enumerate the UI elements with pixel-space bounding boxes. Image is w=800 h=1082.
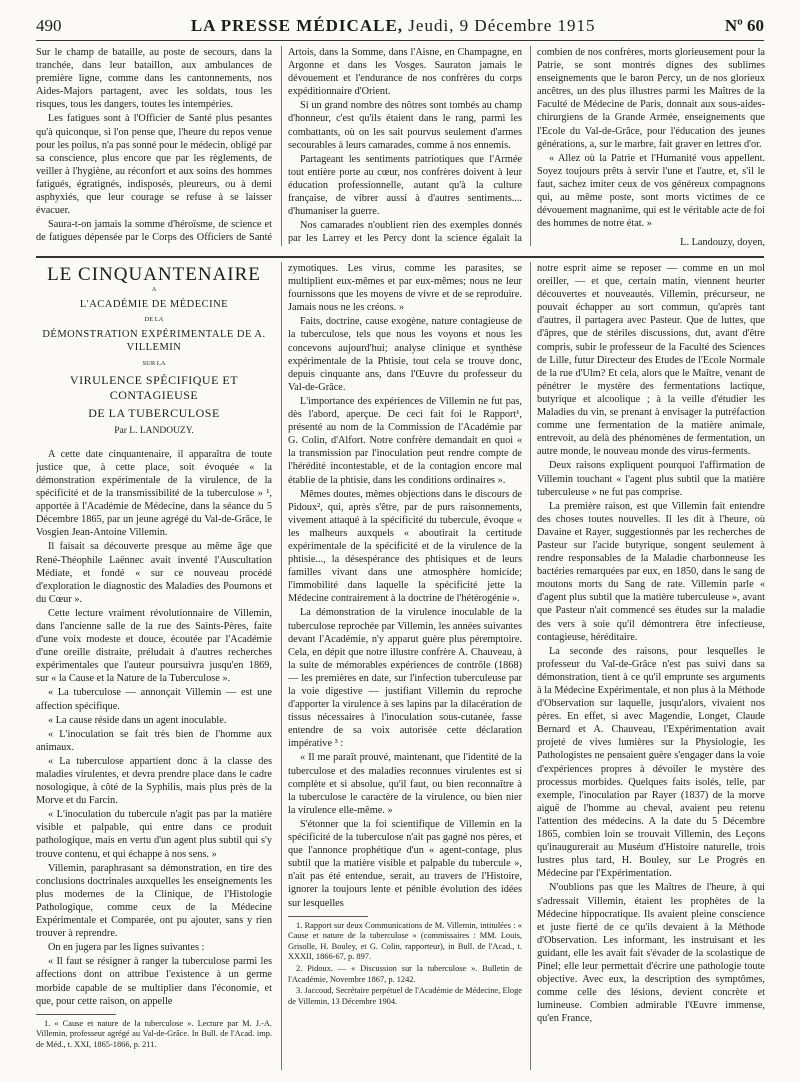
paragraph: Les fatigues sont à l'Officier de Santé plus pesantes qu'à quiconque, si l'on pense que, l'heure du repos venue pour les poilus, n'a pas sonné pour le médecin, obligé par sa conscience, plus encore que par les règlements, de veiller à l'hygiène, au réconfort et aux soins des hommes fatigués, égratignés, indisposés, pleureurs, ou à demi asphyxiés, que leur courage se refuse à se laisser évacuer. [36, 113, 272, 217]
paragraph: « La cause réside dans un agent inoculable. [48, 714, 227, 726]
paragraph: « L'inoculation du tubercule n'agit pas par la matière visible et palpable, qui entre dans ce produit pathologique, mais en vertu d'un agent plus subtil qui s'y trouve contenu, et qui échappe à nos sens. » [36, 809, 272, 860]
footnotes [288, 921, 522, 1008]
paragraph: S'étonner que la foi scientifique de Villemin en la spécificité de la tuberculose n'ait pas gagné nos pères, et que l'annonce prophétique d'un « agent-contage, plus subtil que la matière visible et palpable du tubercule », n'ait pas été entendue, serait, au travers de l'Histoire, ignorer la toujours lente et pénible évolution des idées sur lesquelles [288, 818, 522, 909]
section-rule [36, 256, 764, 258]
article-byline: Par L. LANDOUZY. [114, 425, 194, 436]
paragraph: « La tuberculose — annonçait Villemin — est une affection spécifique. [36, 687, 272, 712]
footnote: 2. Pidoux. — « Discussion sur la tuberculose ». Bulletin de l'Académie, Novembre 1867, p. 1242. [288, 963, 522, 984]
top-column-3 [537, 46, 765, 251]
issue-date: Jeudi, 9 Décembre 1915 [408, 16, 596, 35]
paragraph: N'oublions pas que les Maîtres de l'heure, à qui s'adressait Villemin, étaient les prophètes de la Médecine hippocratique. Ils avaient pleine conscience et juste fierté de ce qu'ils devaient à la Méthode d'Observation. Les informant, les instruisant et les guidant, elle les avait fait s'évader de la scolastique de Pinel; elle leur permettait d'écrire une pathologie toute objective. Avec eux, la description des symptômes, comme celle des lésions, devient concrète et lumineuse. Combien admirable l'Œuvre immense, qu'en France, [537, 882, 765, 1025]
paragraph: Partageant les sentiments patriotiques que l'Armée tout entière porte au cœur, nos confrères doivent à leur éducation professionnelle, autant qu'à la culture française, de vibrer aussi à d'autres sentiments.... d'humaniser la guerre. [288, 153, 522, 218]
page-number: 490 [36, 16, 62, 35]
top-column-1 [36, 46, 272, 246]
paragraph: La première raison, est que Villemin fait entendre des choses toutes nouvelles. Il les dit à l'heure, où Davaine et Rayer, suggestionnés par les recherches de Pasteur sur l'acide butyrique, songent seulement à rendre responsables de la Maladie charbonneuse les bactéries remarquées par eux, en 1850, dans le sang de moutons morts du Sang de rate. Villemin parle « d'agent plus subtil que la matière tuberculeuse », avant que Pasteur n'ait commencé ses études sur la maladie des vers à soie qu'il démontrera être infectieuse, contagieuse, héréditaire. [537, 500, 765, 643]
article-column-2 [288, 262, 522, 1072]
paragraph: L'importance des expériences de Villemin ne fut pas, dès l'abord, aperçue. De ceci fait foi le Rapport¹, présenté au nom de la Commission de l'Académie par G. Colin, d'Alfort. Notre confrère demandait en quoi « la transmission par l'inoculation peut rendre compte de l'hérédité incontestable, et de la contagion encore mal établie de la phtisie, dans les conditions ordinaires ». [288, 395, 522, 486]
paragraph: « Il faut se résigner à ranger la tuberculose parmi les affections dont on attribue l'existence à un germe morbide capable de se multiplier dans l'économie, et que, pour cette raison, on appelle [36, 956, 272, 1007]
footnote: 1. Rapport sur deux Communications de M. Villemin, intitulées : « Cause et nature de la tuberculose » (commissaires : MM. Louis, Grisolle, H. Bouley, et G. Colin, rapporteur), in Bull. de l'Acad., t. XXXII, 1866-67, p. 897. [288, 920, 522, 962]
title-connector: DE LA [144, 316, 164, 324]
paragraph: La seconde des raisons, pour lesquelles le professeur du Val-de-Grâce n'est pas suivi dans sa démonstration, tient à ce qu'il emprunte ses arguments à la Médecine Expérimentale, et non plus à la Méthode d'Observation sur laquelle, jusqu'alors, vivaient nos pères. En effet, si avec Magendie, Longet, Claude Bernard et A. Chauveau, l'Expérimentation avait projeté de vives lumières sur la Physiologie, les Pathologistes ne pensaient guère s'engager dans la voie d'expériences propres à dévoiler le mystère des processus morbides. Quelques faits isolés, telle, par exemple, l'inoculation par Rayer (1837) de la morve aiguë de l'homme au cheval, avaient peu retenu l'attention des médecins. A la date du 5 Décembre 1865, combien loin se trouvait Villemin, des Leçons qu'inaugurerait au Muséum d'Histoire naturelle, trois lustres plus tard, H. Bouley, sur Le Progrès en Médecine par l'Expérimentation. [537, 645, 765, 880]
paragraph: « La tuberculose appartient donc à la classe des maladies virulentes, et devra prendre place dans le cadre nosologique, à côté de la Syphilis, mais plus près de la Morve et du Farcin. [36, 755, 272, 807]
journal-name: LA PRESSE MÉDICALE, [190, 16, 404, 35]
paragraph: combien de nos confrères, morts glorieusement pour la Patrie, se sont montrés dignes des sublimes enseignements que le baron Percy, un de nos glorieux ancêtres, un des plus illustres parmi les Maîtres de la Faculté de Médecine de Paris, donnait aux sous-aides-chirurgiens de la Grande Armée, enseignements que l'Ecole du Val-de-Grâce, pour l'éducation des jeunes générations, a, sur le marbre, fait graver en lettres d'or. [537, 47, 765, 150]
article-title: LE CINQUANTENAIRE [47, 264, 261, 285]
paragraph: Faits, doctrine, cause exogène, nature contagieuse de la tuberculose, tels que nous les voyons et nous les concevons aujourd'hui; analyse clinique et synthèse expérimentale de la Phtisie, tout cela se trouve donc, depuis cinquante ans, dans l'Œuvre du professeur du Val-de-Grâce. [288, 316, 522, 393]
title-subject-2: DE LA TUBERCULOSE [88, 405, 220, 420]
paragraph: Sur le champ de bataille, au poste de secours, dans la tranchée, dans leur bataillon, aux ambulances de première ligne, comme dans les cantonnements, nos Aides-Majors partagent, avec les soldats, tous les risques, tous les dangers, toutes les intempéries. [36, 47, 272, 111]
title-connector: A [151, 286, 157, 294]
footnotes [36, 1019, 272, 1051]
signature: L. Landouzy, doyen, [680, 237, 765, 249]
column-divider [281, 46, 282, 246]
title-subject-1: VIRULENCE SPÉCIFIQUE ET CONTAGIEUSE [69, 372, 239, 402]
paragraph: Mêmes doutes, mêmes objections dans le discours de Pidoux², qui, après s'être, par de purs raisonnements, vivement attaqué à la spécificité du tubercule, évoque « les malheurs auxquels « aboutirait la certitude expérimentale de la spécificité et de la virulence de la phtisie..., la désespérance des phtisiques et de leurs familles vivant dans une atmosphère homicide; l'immobilité dans laquelle la spécificité jette la Médecine contrairement à la doctrine de l'hétérogénie ». [288, 488, 522, 605]
title-demonstration: DÉMONSTRATION EXPÉRIMENTALE DE A. VILLEMIN [42, 329, 266, 354]
paragraph: « Allez où la Patrie et l'Humanité vous appellent. Soyez toujours prêts à servir l'une et l'autre, et, s'il le faut, sachez imiter ceux de vos généreux compagnons qui, au même poste, sont morts victimes de ce dévouement magnanime, qui est le véritable acte de foi des hommes de notre état. » [537, 152, 765, 230]
article-column-1 [36, 262, 272, 1072]
page-header [36, 14, 764, 38]
title-academy: L'ACADÉMIE DE MÉDECINE [79, 299, 229, 311]
column-divider [530, 262, 531, 1070]
footnote: 1. « Cause et nature de la tuberculose ». Lecture par M. J.-A. Villemin, professeur agrégé au Val-de-Grâce. In Bull. de l'Acad. imp. de Méd., t. XXI, 1865-1866, p. 211. [36, 1018, 272, 1049]
paragraph: Saura-t-on jamais la somme d'héroïsme, de science et de fatigues dépensée par le Corps des Officiers de Santé [36, 219, 272, 244]
footnote-rule [288, 916, 368, 917]
issue-number: Nº 60 [724, 16, 764, 35]
article-column-3 [537, 262, 765, 1072]
top-column-2 [288, 46, 522, 246]
column-divider [530, 46, 531, 246]
footnote-rule [36, 1014, 116, 1015]
paragraph: Artois, dans la Somme, dans l'Aisne, en Champagne, en Argonne et dans les Vosges. Sauraton jamais le dévouement et l'endurance de nos confrères du corps expéditionnaire d'Orient. [288, 47, 522, 98]
paragraph: Villemin, paraphrasant sa démonstration, en tire des conclusions doctrinales auxquelles les enseignements les plus modernes de la Clinique, de l'Histologie Pathologique, comme ceux de la Médecine Expérimentale et Comparée, ont pu ajouter, sans y rien trouver à reprendre. [36, 862, 272, 940]
paragraph: notre esprit aime se reposer — comme en un mol oreiller, — et que, certain matin, viennent heurter découvertes et nouveautés. Villemin, précurseur, ne pouvait échapper au sort commun, qu'après tant d'autres, il partagera avec Pasteur. Que de luttes, que d'âpres, que de stériles discussions, dut, avant d'être compris, subir le professeur de la Faculté des Sciences de Lille, futur Directeur des Etudes de l'Ecole Normale de la rue d'Ulm? Et cela, alors que le Maître, venant de pénétrer le mystère des fermentations lactique, butyrique et alcoolique ; à la veille d'étudier les Maladies du vin, se prenant à envisager la putréfaction comme une fermentation de la matière animale, entrevoit, au delà des phénomènes de fermentation, un autre monde, le nouveau monde des virus-ferments. [537, 263, 765, 458]
paragraph: A cette date cinquantenaire, il apparaîtra de toute justice que, à cette place, soit évoquée « la démonstration expérimentale de la virulence, de la spécificité et de la transmissibilité de la tuberculose » ¹, apportée à l'Académie de Médecine, dans la séance du 5 Décembre 1865, par un jeune agrégé du Val-de-Grâce, le Vosgien Jean-Antoine Villemin. [36, 448, 272, 539]
paragraph: Nos camarades n'oublient rien des exemples donnés par les Larrey et les Percy dont la science égalait la [288, 220, 522, 245]
column-divider [281, 262, 282, 1070]
signature-subtitle [537, 249, 765, 251]
title-connector: SUR LA [142, 359, 166, 367]
paragraph: Il faisait sa découverte presque au même âge que René-Théophile Laënnec avait inventé l'Auscultation Médiate, et fondé « sur ce nouveau procédé d'exploration le diagnostic des Maladies des Poumons et du Cœur ». [36, 541, 272, 605]
paragraph: Deux raisons expliquent pourquoi l'affirmation de Villemin touchant « l'agent plus subtil que la matière tuberculeuse » ne fut pas comprise. [537, 460, 765, 498]
footnote: 3. Jaccoud, Secrétaire perpétuel de l'Académie de Médecine, Eloge de Villemin, 13 Décembre 1904. [288, 986, 522, 1006]
journal-title [191, 16, 596, 36]
paragraph: Si un grand nombre des nôtres sont tombés au champ d'honneur, c'est qu'ils étaient dans le rang, parmi les combattants, où on les sait pourvus seulement d'armes secourables à leurs camarades, comme à nos ennemis. [288, 100, 522, 151]
paragraph: « L'inoculation se fait très bien de l'homme aux animaux. [36, 728, 272, 753]
paragraph: zymotiques. Les virus, comme les parasites, se multiplient eux-mêmes et par eux-mêmes; nous ne leur fournissons que les moyens de vivre et de se reproduire. Jamais nous ne les créons. » [288, 263, 522, 314]
paragraph: On en jugera par les lignes suivantes : [48, 942, 205, 954]
paragraph: « Il me paraît prouvé, maintenant, que l'identité de la tuberculose et des maladies reconnues virulentes est si complète et si absolue, qu'il faut, ou bien reconnaître à la tuberculose le caractère de la virulence, ou bien nier la virulence elle-même. » [288, 752, 522, 816]
article-title-block [36, 264, 272, 438]
paragraph: Cette lecture vraiment révolutionnaire de Villemin, dans l'ancienne salle de la rue des Saints-Pères, faite d'une voix modeste et douce, écoutée par l'Académie d'une oreille distraite, préludait à d'autres recherches expérimentales que l'auteur poursuivra jusqu'en 1869, sur « la Cause et la Nature de la Tuberculose ». [36, 607, 272, 685]
paragraph: La démonstration de la virulence inoculable de la tuberculose reprochée par Villemin, les années suivantes devant l'Académie, n'y apparut guère plus péremptoire. Cela, en dépit que notre illustre confrère A. Chauveau, à la suite de mémorables expériences de contrôle (1868) — les premières en date, sur l'infection tuberculeuse par la voie digestive — justifiant Villemin du reproche d'apporter la virulence à ses lapins par la dilacération de tissus nécessaires à l'inoculation sous-cutanée, fasse entendre de sa voix autorisée cette déclaration impérative ³ : [288, 607, 522, 750]
header-rule [36, 40, 764, 41]
